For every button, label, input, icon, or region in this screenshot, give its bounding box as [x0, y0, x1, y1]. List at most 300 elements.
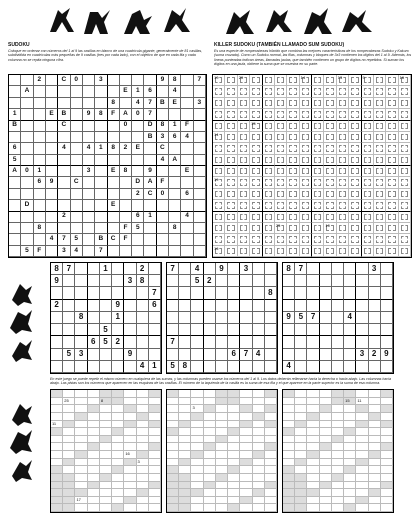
- kakuro-cell: [307, 459, 319, 467]
- kakuro-cell: [369, 474, 381, 482]
- killer-cell: [337, 200, 349, 211]
- grid-cell: [381, 263, 393, 275]
- cage-outline: [252, 88, 259, 94]
- kakuro-cell: [283, 482, 295, 490]
- kakuro-cell: [124, 443, 136, 451]
- grid-cell: 5: [63, 349, 75, 361]
- grid-cell: [228, 275, 240, 287]
- grid-cell: [34, 121, 46, 132]
- grid-cell: 8: [34, 223, 46, 234]
- cage-outline: [364, 225, 371, 231]
- grid-cell: [240, 287, 252, 299]
- kakuro-cell: [369, 466, 381, 474]
- grid-cell: [369, 275, 381, 287]
- kakuro-cell: [228, 421, 240, 429]
- kakuro-cell: [265, 390, 277, 398]
- grid-cell: [46, 212, 58, 223]
- kakuro-cell: [179, 451, 191, 459]
- grid-cell: 0: [71, 75, 83, 86]
- kakuro-cell: [179, 482, 191, 490]
- grid-cell: [194, 155, 206, 166]
- kakuro-cell: [63, 451, 75, 459]
- cage-outline: [326, 191, 333, 197]
- cage-outline: [376, 191, 383, 197]
- killer-cell: [337, 212, 349, 223]
- killer-cell: [225, 189, 237, 200]
- killer-cell: [349, 121, 361, 132]
- kakuro-cell: [356, 466, 368, 474]
- cage-outline: [215, 88, 222, 94]
- killer-cell: [337, 132, 349, 143]
- grid-cell: [381, 287, 393, 299]
- grid-cell: [320, 312, 332, 324]
- kakuro-cell: [283, 436, 295, 444]
- killer-cell: [399, 212, 411, 223]
- kakuro-clue: 16: [125, 451, 130, 456]
- killer-cell: [275, 155, 287, 166]
- grid-cell: [253, 275, 265, 287]
- grid-cell: [320, 275, 332, 287]
- killer-cell: [238, 132, 250, 143]
- grid-cell: [157, 212, 169, 223]
- kakuro-cell: [63, 497, 75, 505]
- grid-cell: [58, 98, 70, 109]
- kakuro-cell: [191, 428, 203, 436]
- grid-cell: [88, 263, 100, 275]
- kakuro-cell: [332, 459, 344, 467]
- kakuro-cell: [51, 504, 63, 512]
- grid-cell: 2: [34, 75, 46, 86]
- cage-outline: [227, 191, 234, 197]
- kakuro-cell: [228, 459, 240, 467]
- killer-cell: [263, 132, 275, 143]
- killer-cell: [337, 155, 349, 166]
- killer-cell: [250, 121, 262, 132]
- kakuro-cell: [216, 421, 228, 429]
- kakuro-cell: [88, 482, 100, 490]
- killer-cell: [213, 98, 225, 109]
- cage-outline: [376, 236, 383, 242]
- kakuro-cell: [295, 443, 307, 451]
- grid-cell: [179, 300, 191, 312]
- grid-cell: [58, 132, 70, 143]
- grid-cell: [83, 189, 95, 200]
- grid-cell: [9, 223, 21, 234]
- killer-cell: [374, 234, 386, 245]
- cage-outline: [277, 236, 284, 242]
- cage-outline: [277, 168, 284, 174]
- kakuro-cell: [240, 443, 252, 451]
- cage-outline: [302, 145, 309, 151]
- kakuro-cell: [356, 436, 368, 444]
- cage-outline: [289, 248, 296, 254]
- grid-cell: [46, 223, 58, 234]
- grid-cell: [344, 287, 356, 299]
- grid-cell: [344, 275, 356, 287]
- kakuro-cell: [344, 428, 356, 436]
- grid-cell: [21, 177, 33, 188]
- kakuro-cell: [63, 489, 75, 497]
- killer-cell: [362, 143, 374, 154]
- kakuro-cell: [63, 443, 75, 451]
- kakuro-cell: [253, 443, 265, 451]
- kakuro-cell: [295, 451, 307, 459]
- cage-outline: [388, 248, 395, 254]
- grid-cell: 9: [51, 275, 63, 287]
- grid-cell: [283, 324, 295, 336]
- kakuro-cell: [320, 466, 332, 474]
- grid-cell: [71, 223, 83, 234]
- kakuro-cell: [112, 443, 124, 451]
- kakuro-cell: [179, 504, 191, 512]
- cage-outline: [314, 145, 321, 151]
- kakuro-cell: [216, 474, 228, 482]
- killer-cell: [287, 109, 299, 120]
- kakuro-cell: [112, 489, 124, 497]
- cage-outline: [314, 77, 321, 83]
- kakuro-cell: [75, 474, 87, 482]
- kakuro-cell: [320, 489, 332, 497]
- kakuro-cell: [369, 390, 381, 398]
- killer-cell: [300, 166, 312, 177]
- sudoku-rules: Coloque en ordenar con números del 1 al 9 las casillas en blanco de una cuadrícula gigante, generalmente de 81 casillas, subdividida en cuadrículas más pequeñas de 9 casillas (tres por cada lado), con el objetivo de que en cada fila y cada columna no se repita ninguna cifra.: [8, 49, 203, 62]
- kakuro-cell: [124, 451, 136, 459]
- cage-outline: [302, 214, 309, 220]
- cage-outline: [364, 248, 371, 254]
- kakuro-cell: [283, 428, 295, 436]
- cage-outline: [401, 157, 408, 163]
- grid-cell: [167, 287, 179, 299]
- kakuro-cell: [112, 474, 124, 482]
- killer-cell: [374, 155, 386, 166]
- kakuro-cell: [320, 428, 332, 436]
- killer-cell: [287, 98, 299, 109]
- cage-outline: [227, 236, 234, 242]
- kakuro-cell: [344, 482, 356, 490]
- kakuro-cell: [381, 428, 393, 436]
- killer-cell: [275, 166, 287, 177]
- kakuro-cell: [149, 466, 161, 474]
- cage-outline: [326, 179, 333, 185]
- grid-cell: [21, 75, 33, 86]
- cage-outline: [277, 214, 284, 220]
- kakuro-cell: [344, 459, 356, 467]
- cage-outline: [339, 157, 346, 163]
- grid-cell: [137, 287, 149, 299]
- killer-cell: [263, 121, 275, 132]
- grid-cell: [63, 324, 75, 336]
- kakuro-cell: [228, 428, 240, 436]
- grid-cell: [369, 336, 381, 348]
- kakuro-cell: [179, 405, 191, 413]
- cage-outline: [227, 157, 234, 163]
- kakuro-cell: [253, 482, 265, 490]
- kakuro-cell: [149, 451, 161, 459]
- cage-outline: [376, 77, 383, 83]
- killer-title: KILLER SUDOKU (TAMBIÉN LLAMADO SUM SUDOKU): [214, 42, 345, 48]
- grid-cell: 6: [149, 300, 161, 312]
- killer-cell: [386, 143, 398, 154]
- killer-cell: [349, 143, 361, 154]
- killer-cell: [312, 212, 324, 223]
- grid-cell: 6: [34, 177, 46, 188]
- grid-cell: 1: [95, 143, 107, 154]
- kakuro-cell: [381, 405, 393, 413]
- kakuro-cell: [167, 413, 179, 421]
- kakuro-cell: [307, 466, 319, 474]
- grid-cell: C: [157, 143, 169, 154]
- grid-cell: [51, 349, 63, 361]
- grid-cell: [169, 177, 181, 188]
- killer-cell: [386, 234, 398, 245]
- grid-cell: E: [120, 86, 132, 97]
- killer-cell: [337, 166, 349, 177]
- grid-cell: [381, 275, 393, 287]
- kakuro-cell: [137, 413, 149, 421]
- cage-outline: [401, 225, 408, 231]
- grid-cell: [216, 361, 228, 373]
- cage-outline: [240, 248, 247, 254]
- cage-outline: [376, 123, 383, 129]
- grid-cell: [181, 246, 193, 257]
- cage-outline: [277, 88, 284, 94]
- kakuro-cell: [191, 443, 203, 451]
- cage-outline: [351, 225, 358, 231]
- grid-cell: [108, 223, 120, 234]
- grid-cell: [191, 324, 203, 336]
- killer-cell: [386, 121, 398, 132]
- killer-cell: [349, 166, 361, 177]
- grid-cell: [307, 300, 319, 312]
- cage-sum: 19: [214, 177, 219, 183]
- grid-cell: [95, 212, 107, 223]
- killer-cell: [300, 234, 312, 245]
- grid-cell: 1: [169, 121, 181, 132]
- kakuro-cell: [307, 504, 319, 512]
- kakuro-cell: [51, 398, 63, 406]
- cage-outline: [227, 100, 234, 106]
- grid-cell: [332, 275, 344, 287]
- grid-cell: [75, 300, 87, 312]
- kakuro-cell: [369, 451, 381, 459]
- cage-outline: [277, 100, 284, 106]
- grid-cell: 4: [58, 143, 70, 154]
- killer-cell: [225, 75, 237, 86]
- killer-cell: [399, 246, 411, 257]
- killer-cell: [386, 109, 398, 120]
- kakuro-cell: [283, 504, 295, 512]
- cage-outline: [401, 123, 408, 129]
- kakuro-cell: [124, 459, 136, 467]
- kakuro-cell: [381, 497, 393, 505]
- kakuro-cell: [283, 421, 295, 429]
- grid-cell: 2: [58, 212, 70, 223]
- kakuro-cell: [307, 489, 319, 497]
- grid-cell: 8: [157, 121, 169, 132]
- kakuro-cell: [137, 474, 149, 482]
- grid-cell: [204, 361, 216, 373]
- cage-sum: 15: [251, 120, 256, 126]
- cage-outline: [401, 100, 408, 106]
- kakuro-clue: 8: [100, 397, 104, 403]
- grid-cell: [253, 287, 265, 299]
- kakuro-cell: [265, 428, 277, 436]
- kakuro-rules: En este juego se puede repetir el mismo número en cualquiera de las sumas, y las columnas pueden usarse los números del 1 al 9. Los datos deberán rellenarse hacia la derecha o hacia abajo. Las columnas hacia abajo. Las pistas son los números que aparecen en las esquinas de las casillas. El número de la izquierda de la casilla es la suma de esa fila y el que aparece en la parte superior es la suma de esa columna.: [50, 377, 392, 386]
- grid-cell: 7: [167, 263, 179, 275]
- grid-cell: [51, 361, 63, 373]
- cage-outline: [265, 111, 272, 117]
- kakuro-cell: [124, 413, 136, 421]
- cage-outline: [376, 157, 383, 163]
- grid-cell: [46, 75, 58, 86]
- grid-cell: [137, 312, 149, 324]
- kakuro-cell: [216, 482, 228, 490]
- killer-cell: [213, 132, 225, 143]
- cage-outline: [240, 214, 247, 220]
- kakuro-cell: [228, 504, 240, 512]
- kakuro-cell: [216, 428, 228, 436]
- kakuro-cell: [240, 436, 252, 444]
- cage-outline: [240, 179, 247, 185]
- kakuro-cell: [253, 421, 265, 429]
- cage-outline: [351, 100, 358, 106]
- grid-cell: 8: [283, 263, 295, 275]
- cage-outline: [240, 123, 247, 129]
- cage-outline: [227, 179, 234, 185]
- kakuro-cell: [100, 443, 112, 451]
- grid-cell: [204, 300, 216, 312]
- kakuro-cell: [51, 459, 63, 467]
- killer-cell: [374, 132, 386, 143]
- cage-outline: [376, 111, 383, 117]
- kakuro-cell: [204, 482, 216, 490]
- grid-cell: [265, 361, 277, 373]
- grid-cell: 3: [240, 263, 252, 275]
- grid-cell: [320, 336, 332, 348]
- kakuro-cell: [216, 413, 228, 421]
- grid-cell: [100, 312, 112, 324]
- kakuro-cell: [75, 405, 87, 413]
- kakuro-cell: [149, 421, 161, 429]
- grid-cell: 5: [167, 361, 179, 373]
- grid-cell: 0: [157, 189, 169, 200]
- grid-cell: [149, 263, 161, 275]
- grid-cell: 1: [149, 361, 161, 373]
- cage-outline: [302, 111, 309, 117]
- kakuro-cell: [167, 451, 179, 459]
- kakuro-cell: [240, 451, 252, 459]
- kakuro-cell: [332, 474, 344, 482]
- kakuro-cell: [75, 413, 87, 421]
- grid-cell: [216, 349, 228, 361]
- kakuro-cell: [124, 398, 136, 406]
- grid-cell: [95, 166, 107, 177]
- killer-cell: [349, 200, 361, 211]
- killer-cell: [263, 109, 275, 120]
- grid-cell: [124, 336, 136, 348]
- cage-outline: [388, 168, 395, 174]
- grid-cell: [132, 132, 144, 143]
- grid-cell: [88, 361, 100, 373]
- grid-cell: [307, 287, 319, 299]
- kakuro-cell: [307, 421, 319, 429]
- grid-cell: [144, 200, 156, 211]
- kakuro-cell: [112, 459, 124, 467]
- kakuro-cell: [381, 482, 393, 490]
- cage-outline: [265, 214, 272, 220]
- kakuro-clue: 11: [357, 397, 362, 403]
- kakuro-cell: [253, 466, 265, 474]
- kakuro-cell: [253, 398, 265, 406]
- grid-cell: [179, 263, 191, 275]
- killer-cell: [275, 98, 287, 109]
- kakuro-cell: [381, 413, 393, 421]
- kakuro-cell: [167, 390, 179, 398]
- kakuro-cell: [51, 497, 63, 505]
- ninja-figures-left: [6, 280, 36, 380]
- grid-cell: 2: [369, 349, 381, 361]
- kakuro-cell: [320, 405, 332, 413]
- killer-cell: [386, 75, 398, 86]
- killer-cell: [362, 132, 374, 143]
- grid-cell: [204, 287, 216, 299]
- killer-cell: [362, 86, 374, 97]
- grid-cell: [132, 155, 144, 166]
- grid-cell: [179, 336, 191, 348]
- kakuro-cell: [381, 398, 393, 406]
- cage-outline: [388, 157, 395, 163]
- grid-cell: [332, 312, 344, 324]
- cage-outline: [364, 88, 371, 94]
- kakuro-cell: [240, 504, 252, 512]
- killer-cell: [312, 223, 324, 234]
- grid-cell: [71, 98, 83, 109]
- grid-cell: [88, 300, 100, 312]
- grid-cell: E: [46, 109, 58, 120]
- kakuro-cell: [179, 398, 191, 406]
- grid-cell: D: [21, 200, 33, 211]
- cage-outline: [376, 214, 383, 220]
- killer-cell: [300, 246, 312, 257]
- killer-cell: [225, 132, 237, 143]
- cage-outline: [302, 248, 309, 254]
- grid-cell: [191, 287, 203, 299]
- grid-cell: [204, 312, 216, 324]
- kakuro-cell: [344, 489, 356, 497]
- cage-outline: [289, 111, 296, 117]
- grid-cell: [46, 200, 58, 211]
- kakuro-cell: [112, 451, 124, 459]
- grid-cell: [83, 177, 95, 188]
- ninja-banner: [40, 4, 380, 38]
- grid-cell: F: [34, 246, 46, 257]
- kakuro-cell: [149, 474, 161, 482]
- grid-cell: [34, 143, 46, 154]
- grid-cell: [344, 324, 356, 336]
- kakuro-cell: [149, 459, 161, 467]
- killer-cell: [337, 86, 349, 97]
- grid-cell: [132, 75, 144, 86]
- grid-cell: 8: [265, 287, 277, 299]
- cage-outline: [265, 157, 272, 163]
- cage-outline: [376, 134, 383, 140]
- killer-cell: [374, 200, 386, 211]
- kakuro-cell: [216, 489, 228, 497]
- cage-outline: [339, 145, 346, 151]
- killer-cell: [386, 223, 398, 234]
- killer-cell: [312, 109, 324, 120]
- killer-cell: [263, 234, 275, 245]
